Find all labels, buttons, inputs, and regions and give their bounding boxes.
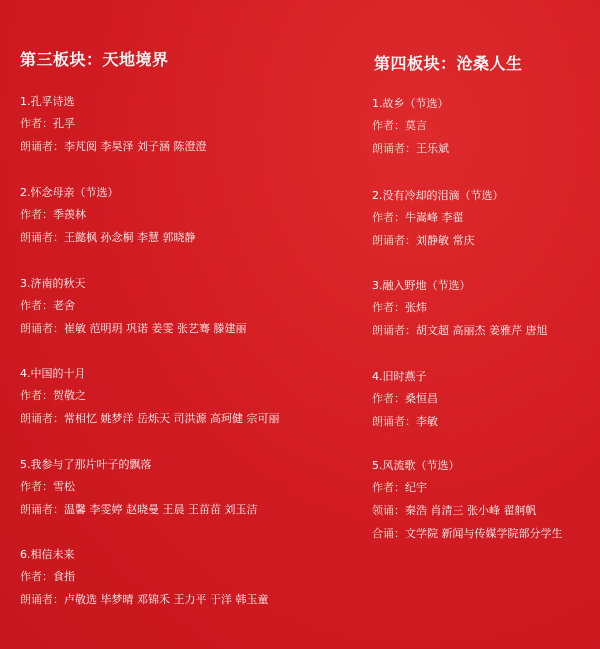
reciter-label: 朗诵者：	[20, 503, 64, 516]
reciter-line	[20, 503, 257, 517]
reciter-names: 王乐斌	[416, 142, 449, 155]
reciter-line	[20, 593, 268, 607]
author-line	[372, 119, 427, 133]
author-line	[20, 299, 75, 313]
author-label: 作者：	[20, 570, 53, 583]
author-line	[20, 480, 75, 494]
author-label: 作者：	[372, 211, 405, 224]
reciter-names: 卢敬选 毕梦晴 邓锦禾 王力平 于洋 韩玉童	[64, 593, 269, 606]
author-names: 孔孚	[53, 117, 75, 130]
author-names: 张炜	[405, 301, 427, 314]
reciter-label: 朗诵者：	[20, 593, 64, 606]
reciter-line	[20, 231, 196, 245]
author-label: 作者：	[372, 301, 405, 314]
author-line	[372, 481, 427, 495]
author-line	[20, 208, 86, 222]
section-title: 第三板块：天地境界	[20, 50, 169, 69]
item-title: 3.融入野地（节选）	[372, 279, 471, 292]
reciter-line	[20, 322, 246, 336]
author-names: 贺敬之	[53, 389, 86, 402]
reciter-line	[20, 140, 207, 154]
author-names: 莫言	[405, 119, 427, 132]
reciter-names: 刘静敏 常庆	[416, 234, 475, 247]
reciter-line	[372, 234, 475, 248]
reciter-names: 崔敏 范明玥 巩诺 姜雯 张艺骞 滕建丽	[64, 322, 247, 335]
reciter-line	[372, 324, 548, 338]
reciter-names: 李敏	[416, 415, 438, 428]
item-title: 1.孔孚诗选	[20, 95, 75, 108]
author-names: 老舍	[53, 299, 75, 312]
reciter-label: 朗诵者：	[20, 412, 64, 425]
author-names: 桑恒昌	[405, 392, 438, 405]
author-line	[372, 211, 464, 225]
author-label: 作者：	[372, 392, 405, 405]
reciter-label: 朗诵者：	[20, 231, 64, 244]
author-names: 季羡林	[53, 208, 86, 221]
reciter-line	[20, 412, 279, 426]
reciter-label: 朗诵者：	[20, 322, 64, 335]
reciter-names: 温馨 李雯婷 赵晓曼 王晨 王苗苗 刘玉洁	[64, 503, 258, 516]
lead-reciter-label: 领诵：	[372, 504, 405, 517]
author-names: 纪宇	[405, 481, 427, 494]
author-line	[372, 301, 427, 315]
author-names: 牛嵩峰 李翟	[405, 211, 464, 224]
author-line	[20, 570, 75, 584]
reciter-names: 王懿枫 孙念桐 李慧 郭晓静	[64, 231, 196, 244]
author-label: 作者：	[20, 208, 53, 221]
item-title: 5.我参与了那片叶子的飘落	[20, 458, 152, 471]
chorus-line	[372, 527, 563, 541]
author-label: 作者：	[372, 481, 405, 494]
reciter-line	[372, 415, 438, 429]
author-names: 食指	[53, 570, 75, 583]
item-title: 2.没有冷却的泪滴（节选）	[372, 189, 504, 202]
item-title: 1.故乡（节选）	[372, 97, 449, 110]
reciter-label: 朗诵者：	[20, 140, 64, 153]
reciter-names: 常相忆 姚梦洋 岳烁天 司洪源 高珂健 宗可丽	[64, 412, 280, 425]
author-names: 雪松	[53, 480, 75, 493]
author-label: 作者：	[20, 299, 53, 312]
reciter-names: 李芃阅 李昊泽 刘子涵 陈澄澄	[64, 140, 207, 153]
item-title: 2.怀念母亲（节选）	[20, 186, 119, 199]
item-title: 6.相信未来	[20, 548, 75, 561]
chorus-label: 合诵：	[372, 527, 405, 540]
author-label: 作者：	[20, 480, 53, 493]
author-label: 作者：	[372, 119, 405, 132]
author-line	[372, 392, 438, 406]
author-line	[20, 389, 86, 403]
author-label: 作者：	[20, 117, 53, 130]
chorus-names: 文学院 新闻与传媒学院部分学生	[405, 527, 563, 540]
lead-reciter-line	[372, 504, 537, 518]
reciter-names: 胡文超 高丽杰 姜雅芹 唐旭	[416, 324, 548, 337]
section-title: 第四板块：沧桑人生	[374, 54, 523, 73]
author-line	[20, 117, 75, 131]
item-title: 4.旧时燕子	[372, 370, 427, 383]
item-title: 5.风流歌（节选）	[372, 459, 460, 472]
reciter-label: 朗诵者：	[372, 324, 416, 337]
item-title: 3.济南的秋天	[20, 277, 86, 290]
item-title: 4.中国的十月	[20, 367, 86, 380]
author-label: 作者：	[20, 389, 53, 402]
reciter-label: 朗诵者：	[372, 415, 416, 428]
reciter-label: 朗诵者：	[372, 234, 416, 247]
lead-reciter-names: 秦浩 肖清三 张小峰 翟舸帆	[405, 504, 537, 517]
reciter-line	[372, 142, 449, 156]
reciter-label: 朗诵者：	[372, 142, 416, 155]
